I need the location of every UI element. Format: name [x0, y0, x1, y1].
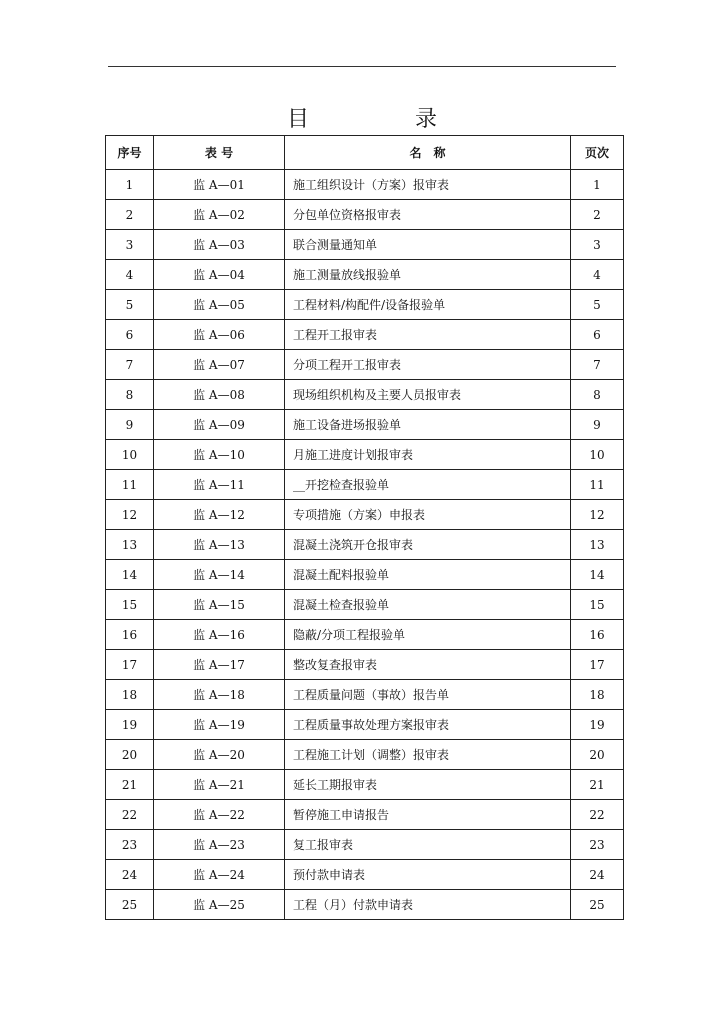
row-form-name: 施工测量放线报验单: [285, 260, 571, 290]
row-page-number: 3: [571, 230, 624, 260]
row-page-number: 8: [571, 380, 624, 410]
row-form-name: 混凝土浇筑开仓报审表: [285, 530, 571, 560]
table-row: [106, 740, 624, 770]
row-page-number: 9: [571, 410, 624, 440]
header-page: 页次: [571, 136, 624, 170]
table-row: [106, 500, 624, 530]
table-header-row: [106, 136, 624, 170]
table-row: [106, 380, 624, 410]
row-number: 25: [106, 890, 154, 920]
row-page-number: 25: [571, 890, 624, 920]
row-page-number: 19: [571, 710, 624, 740]
row-page-number: 6: [571, 320, 624, 350]
table-row: [106, 800, 624, 830]
row-page-number: 16: [571, 620, 624, 650]
row-form-name: 预付款申请表: [285, 860, 571, 890]
row-number: 4: [106, 260, 154, 290]
row-number: 13: [106, 530, 154, 560]
row-form-code: 监 A—21: [154, 770, 285, 800]
row-number: 2: [106, 200, 154, 230]
row-form-name: 工程施工计划（调整）报审表: [285, 740, 571, 770]
row-page-number: 10: [571, 440, 624, 470]
row-page-number: 23: [571, 830, 624, 860]
table-row: [106, 410, 624, 440]
table-row: [106, 680, 624, 710]
row-form-name: 隐蔽/分项工程报验单: [285, 620, 571, 650]
row-form-code: 监 A—13: [154, 530, 285, 560]
header-rule: [108, 66, 616, 67]
row-number: 5: [106, 290, 154, 320]
row-form-name: 暂停施工申请报告: [285, 800, 571, 830]
table-row: [106, 530, 624, 560]
table-row: [106, 260, 624, 290]
row-form-code: 监 A—11: [154, 470, 285, 500]
row-form-name: 现场组织机构及主要人员报审表: [285, 380, 571, 410]
row-form-name: 工程（月）付款申请表: [285, 890, 571, 920]
row-number: 16: [106, 620, 154, 650]
table-row: [106, 440, 624, 470]
row-form-code: 监 A—05: [154, 290, 285, 320]
row-form-name: 工程材料/构配件/设备报验单: [285, 290, 571, 320]
row-number: 10: [106, 440, 154, 470]
row-form-name: 整改复查报审表: [285, 650, 571, 680]
row-number: 22: [106, 800, 154, 830]
row-number: 21: [106, 770, 154, 800]
row-page-number: 2: [571, 200, 624, 230]
row-page-number: 20: [571, 740, 624, 770]
table-row: [106, 230, 624, 260]
page-title: 目 录: [286, 107, 479, 132]
table-row: [106, 290, 624, 320]
row-form-code: 监 A—08: [154, 380, 285, 410]
row-page-number: 17: [571, 650, 624, 680]
table-row: [106, 770, 624, 800]
row-form-code: 监 A—02: [154, 200, 285, 230]
row-form-name: 工程质量事故处理方案报审表: [285, 710, 571, 740]
table-row: [106, 200, 624, 230]
row-form-name: 月施工进度计划报审表: [285, 440, 571, 470]
row-form-code: 监 A—24: [154, 860, 285, 890]
row-form-name: 施工设备进场报验单: [285, 410, 571, 440]
row-number: 3: [106, 230, 154, 260]
row-number: 15: [106, 590, 154, 620]
row-form-name: 专项措施（方案）申报表: [285, 500, 571, 530]
row-form-code: 监 A—18: [154, 680, 285, 710]
row-form-name: 工程质量问题（事故）报告单: [285, 680, 571, 710]
header-code: 表 号: [154, 136, 285, 170]
row-form-code: 监 A—09: [154, 410, 285, 440]
row-number: 23: [106, 830, 154, 860]
row-number: 14: [106, 560, 154, 590]
table-row: [106, 890, 624, 920]
table-row: [106, 620, 624, 650]
row-number: 18: [106, 680, 154, 710]
row-form-name: 混凝土检查报验单: [285, 590, 571, 620]
row-form-name: 联合测量通知单: [285, 230, 571, 260]
row-number: 8: [106, 380, 154, 410]
row-form-name: 分项工程开工报审表: [285, 350, 571, 380]
row-page-number: 24: [571, 860, 624, 890]
row-form-code: 监 A—25: [154, 890, 285, 920]
row-form-code: 监 A—14: [154, 560, 285, 590]
row-number: 7: [106, 350, 154, 380]
row-number: 9: [106, 410, 154, 440]
header-name: 名 称: [285, 136, 571, 170]
row-page-number: 18: [571, 680, 624, 710]
row-form-code: 监 A—15: [154, 590, 285, 620]
row-page-number: 11: [571, 470, 624, 500]
row-number: 19: [106, 710, 154, 740]
row-page-number: 12: [571, 500, 624, 530]
row-page-number: 1: [571, 170, 624, 200]
row-number: 6: [106, 320, 154, 350]
row-page-number: 5: [571, 290, 624, 320]
table-row: [106, 590, 624, 620]
table-row: [106, 710, 624, 740]
row-number: 1: [106, 170, 154, 200]
row-form-name: 分包单位资格报审表: [285, 200, 571, 230]
row-form-code: 监 A—10: [154, 440, 285, 470]
table-row: [106, 560, 624, 590]
row-form-name: 工程开工报审表: [285, 320, 571, 350]
table-row: [106, 170, 624, 200]
toc-table: [105, 135, 624, 920]
row-number: 12: [106, 500, 154, 530]
row-form-name: __开挖检查报验单: [285, 470, 571, 500]
row-number: 17: [106, 650, 154, 680]
table-row: [106, 650, 624, 680]
table-row: [106, 350, 624, 380]
row-page-number: 22: [571, 800, 624, 830]
row-page-number: 14: [571, 560, 624, 590]
row-page-number: 13: [571, 530, 624, 560]
row-form-code: 监 A—07: [154, 350, 285, 380]
row-page-number: 7: [571, 350, 624, 380]
row-form-code: 监 A—17: [154, 650, 285, 680]
row-form-code: 监 A—22: [154, 800, 285, 830]
row-form-code: 监 A—12: [154, 500, 285, 530]
toc-body: [106, 170, 624, 920]
row-form-code: 监 A—20: [154, 740, 285, 770]
row-page-number: 4: [571, 260, 624, 290]
table-row: [106, 860, 624, 890]
row-form-name: 混凝土配料报验单: [285, 560, 571, 590]
row-number: 11: [106, 470, 154, 500]
row-form-code: 监 A—23: [154, 830, 285, 860]
row-number: 20: [106, 740, 154, 770]
table-row: [106, 320, 624, 350]
row-form-code: 监 A—16: [154, 620, 285, 650]
row-form-code: 监 A—03: [154, 230, 285, 260]
row-number: 24: [106, 860, 154, 890]
row-form-code: 监 A—19: [154, 710, 285, 740]
row-form-name: 延长工期报审表: [285, 770, 571, 800]
row-page-number: 21: [571, 770, 624, 800]
row-form-name: 复工报审表: [285, 830, 571, 860]
row-form-code: 监 A—06: [154, 320, 285, 350]
table-row: [106, 470, 624, 500]
row-form-code: 监 A—04: [154, 260, 285, 290]
row-page-number: 15: [571, 590, 624, 620]
row-form-code: 监 A—01: [154, 170, 285, 200]
table-row: [106, 830, 624, 860]
header-no: 序号: [106, 136, 154, 170]
row-form-name: 施工组织设计（方案）报审表: [285, 170, 571, 200]
